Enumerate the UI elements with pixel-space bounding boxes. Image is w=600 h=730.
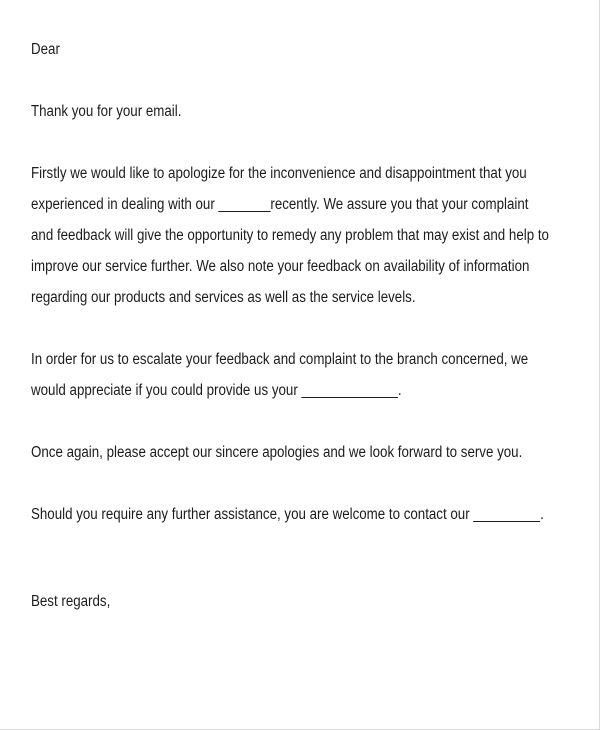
paragraph-apology-line: and feedback will give the opportunity to remedy any problem that may exist and help to [31,227,549,244]
paragraph-spacer [31,65,513,96]
letter-body [31,34,549,617]
salutation: Dear [31,41,60,58]
paragraph-apology-line: Firstly we would like to apologize for the inconvenience and disappointment that you [31,165,527,182]
paragraph-spacer [31,127,513,158]
paragraph-escalate-line: In order for us to escalate your feedback and complaint to the branch concerned, we [31,351,529,368]
paragraph-apology-line: improve our service further. We also note your feedback on availability of information [31,258,530,275]
paragraph-assistance-line: Should you require any further assistance, you are welcome to contact our _________. [31,506,544,523]
paragraph-apology-line: experienced in dealing with our _______recently. We assure you that your complaint [31,196,529,213]
paragraph-apology-line: regarding our products and services as well as the service levels. [31,289,416,306]
paragraph-apologies-line: Once again, please accept our sincere apologies and we look forward to serve you. [31,444,523,461]
paragraph-spacer [31,313,513,344]
paragraph-spacer [31,406,513,437]
paragraph-spacer [31,468,513,499]
paragraph-escalate-line: would appreciate if you could provide us your _____________. [31,382,402,399]
closing: Best regards, [31,593,111,610]
paragraph-thanks-line: Thank you for your email. [31,103,182,120]
paragraph-spacer [31,530,513,586]
